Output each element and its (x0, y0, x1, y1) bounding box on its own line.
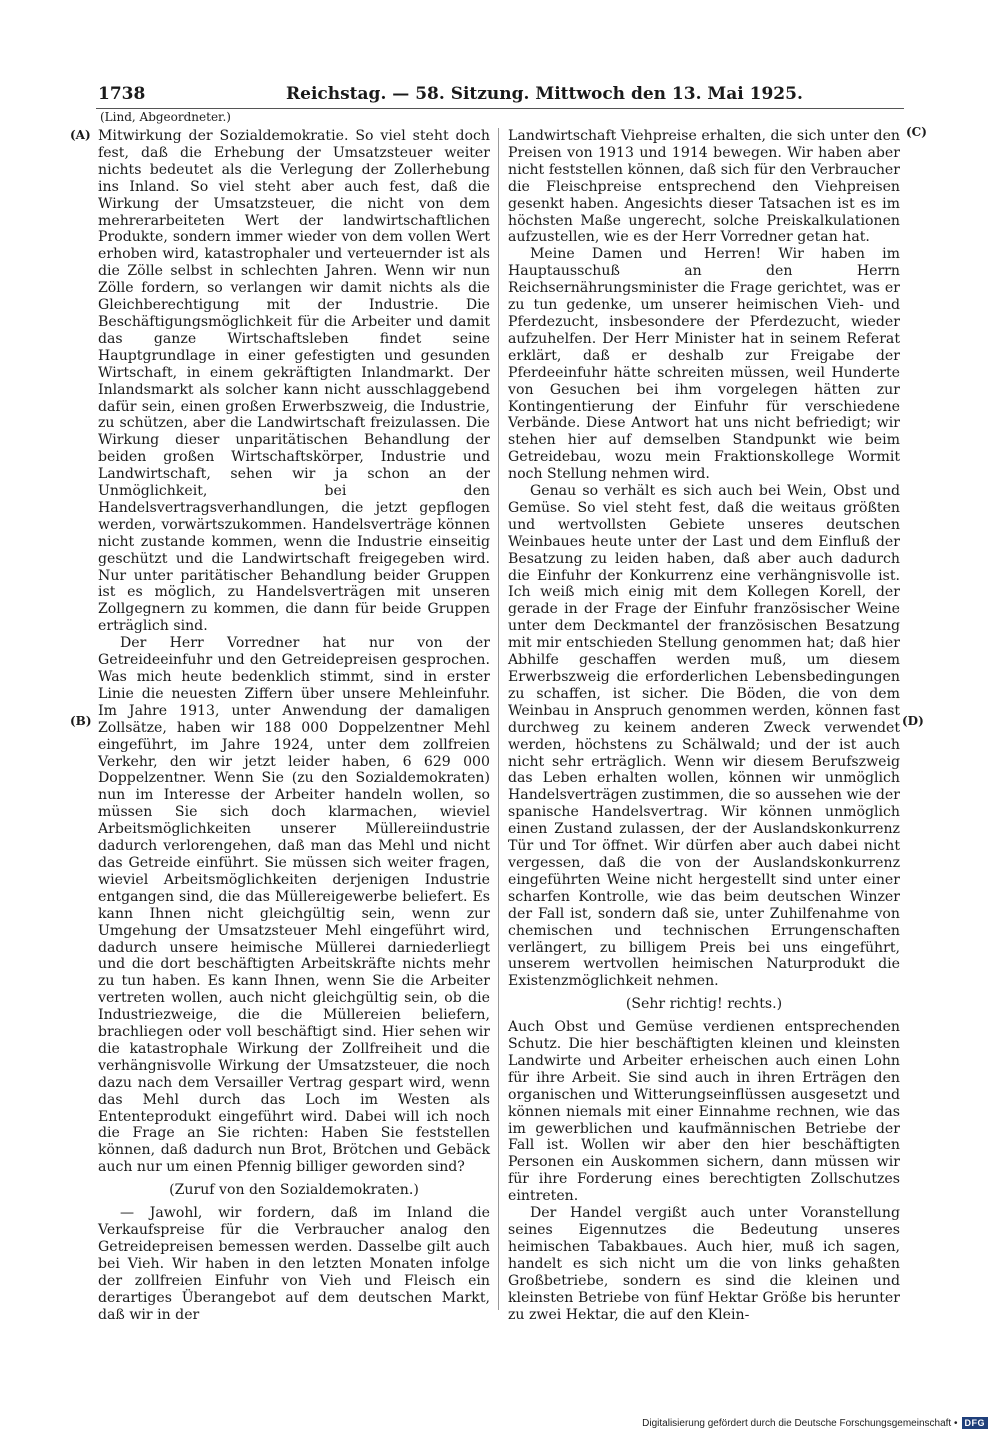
speaker-label: (Lind, Abgeordneter.) (100, 110, 231, 124)
page-number: 1738 (98, 84, 146, 104)
right-paragraph-2: Meine Damen und Herren! Wir haben im Hauptausschuß an den Herrn Reichsernährungsminister die Frage gerichtet, was er zu tun gedenke, um unserer heimischen Vieh- und Pferdezucht, insbesondere der Pferdezucht, wieder aufzuhelfen. Der Herr Minister hat in seinem Referat erklärt, daß er deshalb zur Freigabe der Pferdeeinfuhr hätte schreiten müssen, weil Hunderte von Gesuchen bei ihm vorgelegen hätten zur Kontingentierung der Einfuhr für verschiedene Verbände. Diese Antwort hat uns nicht befriedigt; wir stehen hier auf demselben Standpunkt wie beim Getreidebau, wozu mein Fraktionskollege Wormit noch Stellung nehmen wird. (508, 246, 900, 483)
left-paragraph-3: — Jawohl, wir fordern, daß im Inland die Verkaufspreise für die Verbraucher analog den Getreidepreisen bemessen werden. Dasselbe gilt auch bei Vieh. Wir haben in den letzten Monaten infolge der zollfreien Einfuhr von Vieh und Fleisch ein derartiges Überangebot auf dem deutschen Markt, daß wir in der (98, 1205, 490, 1323)
margin-marker-b: (B) (70, 714, 92, 728)
right-paragraph-3: Genau so verhält es sich auch bei Wein, Obst und Gemüse. So viel steht fest, daß die weitaus größten und wertvollsten Gebiete unseres deutschen Weinbaues heute unter der Last und dem Einfluß der Besatzung zu leiden haben, daß aber auch dadurch die Einfuhr der Konkurrenz eine verhängnisvolle ist. Ich weiß mich einig mit dem Kollegen Korell, der gerade in der Frage der Einfuhr französischer Weine unter dem Deckmantel der französischen Besatzung mit mir entschieden Stellung genommen hat; daß hier Abhilfe geschaffen werden muß, um diesem Erwerbszweig die erforderlichen Lebensbedingungen zu schaffen, ist sicher. Die Böden, die von dem Weinbau in Anspruch genommen werden, können fast durchweg zu keinem anderen Zweck verwendet werden, höchstens zu Schälwald; und der ist auch nicht sehr erträglich. Wenn wir diesem Berufszweig das Leben erhalten wollen, können wir unmöglich Handelsverträgen zustimmen, die so aussehen wie der spanische Handelsvertrag. Wir können unmöglich einen Zustand zulassen, der der Auslandskonkurrenz Tür und Tor öffnet. Wir dürfen aber auch dabei nicht vergessen, daß die von der Auslandskonkurrenz eingeführten Weine nicht hergestellt sind unter einer scharfen Kontrolle, wie das beim deutschen Winzer der Fall ist, sondern daß sie, unter Zuhilfenahme von chemischen und technischen Errungenschaften verlängert, zu billigem Preis bei uns eingeführt, unserem wertvollen heimischen Naturprodukt die Existenzmöglichkeit nehmen. (508, 483, 900, 990)
page-header (98, 84, 803, 108)
header-rule (96, 108, 904, 109)
right-paragraph-4: Auch Obst und Gemüse verdienen entsprechenden Schutz. Die hier beschäftigten kleinen und kleinsten Landwirte und Arbeiter erheischen auch einen Lohn für ihre Arbeit. Sie sind auch in ihren Erträgen den organischen und Witterungseinflüssen ausgesetzt und können niemals mit einer Einnahme rechnen, wie das im gewerblichen und kaufmännischen Betriebe der Fall ist. Wollen wir aber den hier beschäftigten Personen ein Auskommen sichern, dann müssen wir für ihre Forderung eines berechtigten Zollschutzes eintreten. (508, 1019, 900, 1205)
left-paragraph-2: Der Herr Vorredner hat nur von der Getreideeinfuhr und den Getreidepreisen gesprochen. Was mich heute bedenklich stimmt, sind in erster Linie die neuesten Ziffern über unsere Mehleinfuhr. Im Jahre 1913, unter Anwendung der damaligen Zollsätze, haben wir 188 000 Doppelzentner Mehl eingeführt, im Jahre 1924, unter dem zollfreien Verkehr, den wir jetzt leider haben, 6 629 000 Doppelzentner. Wenn Sie (zu den Sozialdemokraten) nun im Interesse der Arbeiter handeln wollen, so müssen Sie sich doch klarmachen, wieviel Arbeitsmöglichkeiten unserer Müllereiindustrie dadurch verlorengehen, daß man das Mehl und nicht das Getreide einführt. Sie müssen sich weiter fragen, wieviel Arbeitsmöglichkeiten derjenigen Industrie entgangen sind, die das Müllereigewerbe beliefert. Es kann Ihnen nicht gleichgültig sein, wenn zur Umgehung der Umsatzsteuer Mehl eingeführt wird, dadurch unsere heimische Müllerei darniederliegt und die dort beschäftigten Arbeitskräfte nichts mehr zu tun haben. Es kann Ihnen, wenn Sie die Arbeiter vertreten wollen, auch nicht gleichgültig sein, ob die Industriezweige, die die Müllereien beliefern, brachliegen oder voll beschäftigt sind. Hier sehen wir die katastrophale Wirkung der Zollfreiheit und die verhängnisvolle Wirkung der Umsatzsteuer, die noch dazu nach dem Versailler Vertrag gespart wird, wenn das Mehl durch das Loch im Westen als Ententeprodukt eingeführt wird. Dabei will ich noch die Frage an Sie richten: Haben Sie feststellen können, daß dadurch nun Brot, Brötchen und Gebäck auch nur um einen Pfennig billiger geworden sind? (98, 635, 490, 1176)
left-interjection: (Zuruf von den Sozialdemokraten.) (169, 1182, 419, 1199)
left-column (98, 128, 490, 1323)
right-paragraph-5: Der Handel vergißt auch unter Voranstellung seines Eigennutzes die Bedeutung unseres heimischen Tabakbaues. Auch hier, muß ich sagen, handelt es sich nicht um die von links gehaßten Großbetriebe, sondern es sind die kleinen und kleinsten Betriebe von fünf Hektar Größe bis herunter zu zwei Hektar, die auf den Klein- (508, 1205, 900, 1323)
margin-marker-c: (C) (906, 125, 927, 139)
margin-marker-d: (D) (902, 714, 924, 728)
right-column (508, 128, 900, 1323)
right-interjection: (Sehr richtig! rechts.) (625, 996, 783, 1013)
right-paragraph-1: Landwirtschaft Viehpreise erhalten, die sich unter den Preisen von 1913 und 1914 bewegen. Wir haben aber nicht feststellen können, daß sich für den Verbraucher die Fleischpreise entsprechend den Viehpreisen gesenkt haben. Angesichts dieser Tatsachen ist es im höchsten Maße ungerecht, solche Preiskalkulationen aufzustellen, wie es der Herr Vorredner getan hat. (508, 128, 900, 246)
footer (642, 1417, 988, 1429)
margin-marker-a: (A) (70, 128, 91, 142)
page-title: Reichstag. — 58. Sitzung. Mittwoch den 13. Mai 1925. (286, 84, 803, 104)
left-paragraph-1: Mitwirkung der Sozialdemokratie. So viel steht doch fest, daß die Erhebung der Umsatzsteuer weiter nichts bedeutet als die Verlegung der Zollerhebung ins Inland. So viel steht aber auch fest, daß die Wirkung der Umsatzsteuer, die nicht von dem mehrerarbeiteten Wert der landwirtschaftlichen Produkte, sondern immer wieder von dem vollen Wert erhoben wird, katastrophaler und verteuernder ist als die Zölle selbst in schlechten Jahren. Wenn wir nun Zölle fordern, so verlangen wir damit nichts als die Gleichberechtigung mit der Industrie. Die Beschäftigungsmöglichkeit für die Arbeiter und damit das ganze Wirtschaftsleben findet seine Hauptgrundlage in einer gefestigten und gesunden Wirtschaft, in einem gekräftigten Inlandmarkt. Der Inlandsmarkt als solcher kann nicht ausschlaggebend dafür sein, einen großen Erwerbszweig, die Industrie, zu schützen, aber die Landwirtschaft freizulassen. Die Wirkung dieser unparitätischen Behandlung der beiden großen Wirtschaftskörper, Industrie und Landwirtschaft, sehen wir ja schon an der Unmöglichkeit, bei den Handelsvertragsverhandlungen, die jetzt gepflogen werden, vorwärtszukommen. Handelsverträge können nicht zustande kommen, wenn die Industrie einseitig geschützt und die Landwirtschaft freigegeben wird. Nur unter paritätischer Behandlung beider Gruppen ist es möglich, zu Handelsverträgen mit unseren Zollgegnern zu kommen, die dann für beide Gruppen erträglich sind. (98, 128, 490, 635)
column-divider (498, 128, 499, 1310)
footer-text: Digitalisierung gefördert durch die Deutsche Forschungsgemeinschaft • (642, 1417, 958, 1429)
dfg-logo: DFG (962, 1417, 989, 1429)
